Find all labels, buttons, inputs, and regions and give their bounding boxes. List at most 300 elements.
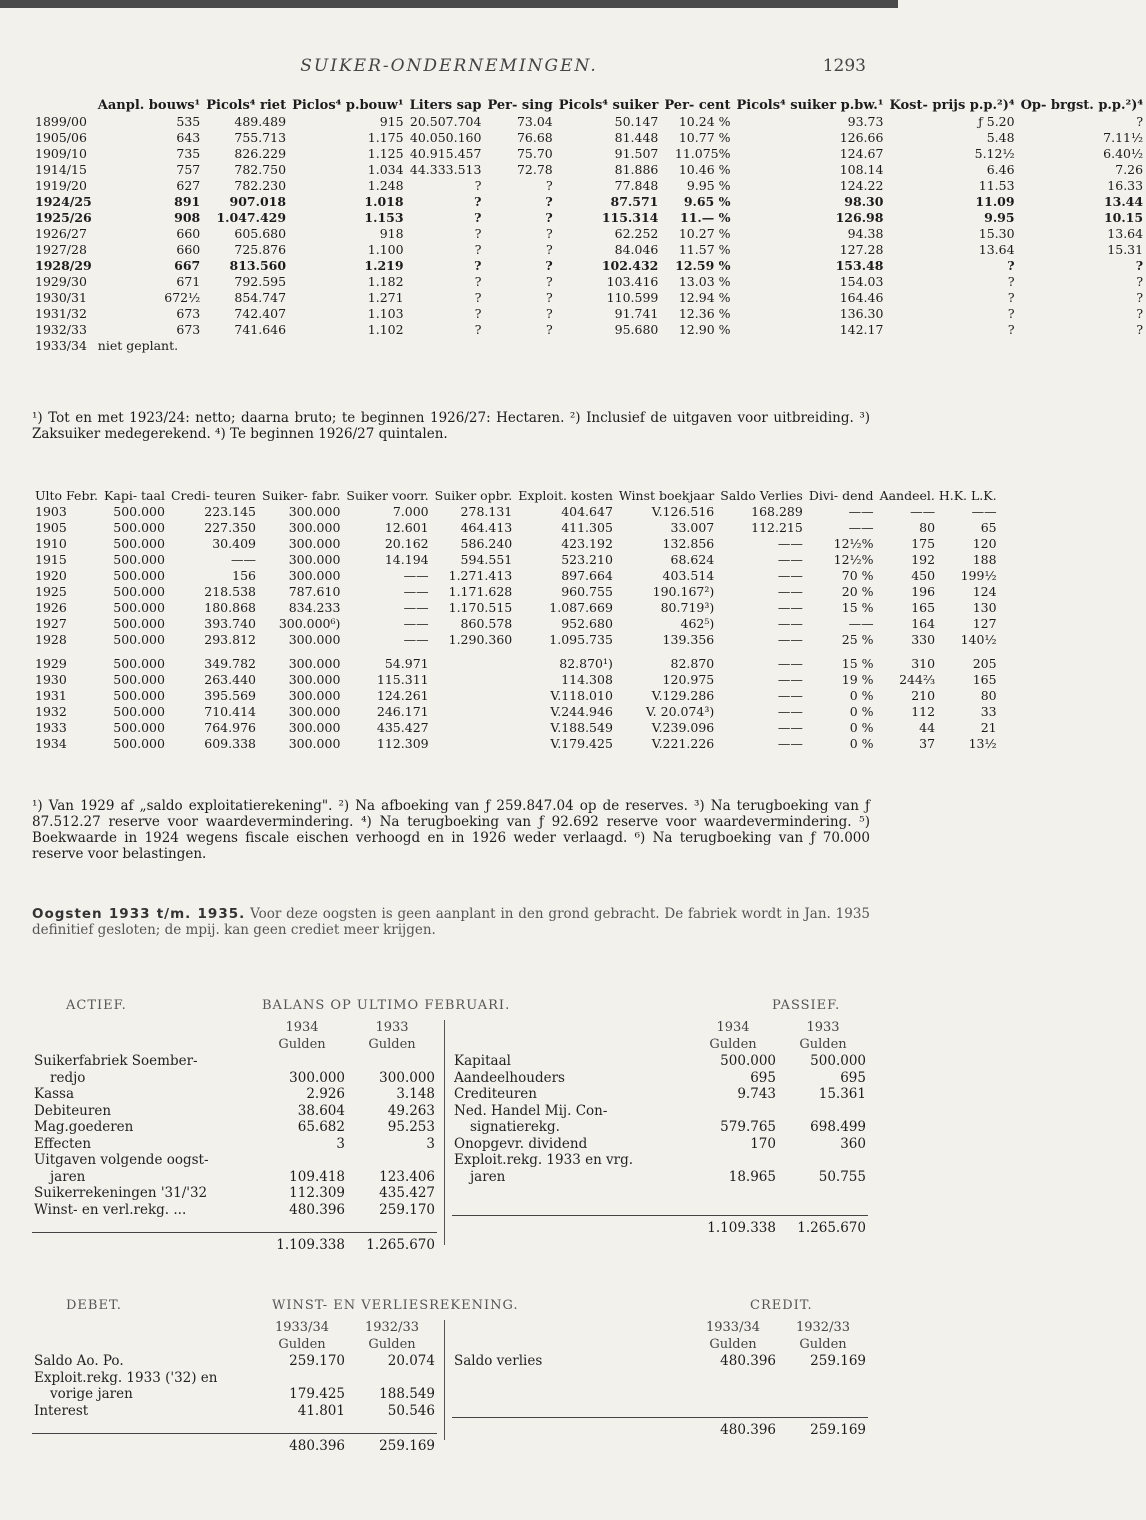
debet-label: Exploit.rekg. 1933 ('32) en (34, 1369, 218, 1386)
production-cell: ? (1136, 114, 1144, 129)
actief-label: Suikerrekeningen '31/'32 (34, 1185, 208, 1201)
passief-year-row (452, 1020, 868, 1037)
finance-cell: 300.000 (288, 704, 341, 719)
finance-cell: —— (777, 536, 803, 551)
actief-blank (257, 1152, 347, 1169)
finance-cell (432, 736, 516, 752)
production-cell: 12.59 % (675, 258, 731, 273)
actief-label: Suikerfabriek Soember- (34, 1053, 198, 1069)
passief-line (452, 1169, 868, 1186)
actief-value: 38.604 (297, 1102, 345, 1119)
finance-cell: —— (403, 584, 429, 599)
production-cell: 755.713 (234, 130, 287, 145)
finance-cell: 1930 (35, 672, 67, 687)
page-header (0, 56, 898, 80)
credit-unit: Gulden (709, 1336, 757, 1352)
production-cell: 1928/29 (35, 258, 92, 273)
debet-unit: Gulden (368, 1336, 416, 1352)
finance-cell: 30.409 (212, 536, 256, 551)
actief-value: 109.418 (289, 1168, 345, 1185)
finance-cell (432, 688, 516, 704)
wv-title: WINST- EN VERLIESREKENING. (272, 1298, 519, 1313)
finance-cell: —— (848, 616, 874, 631)
production-cell: 1930/31 (35, 290, 87, 305)
production-cell: 115.314 (601, 210, 659, 225)
production-cell: 1905/06 (35, 130, 87, 145)
debet-blank (32, 1337, 257, 1354)
finance-cell: 199½ (960, 568, 997, 583)
debet-line (32, 1370, 437, 1387)
debet-value: 41.801 (297, 1402, 345, 1419)
debet-value: 20.074 (387, 1353, 435, 1369)
finance-cell: 1920 (35, 568, 67, 583)
passief-spacer-row (452, 1185, 868, 1199)
finance-cell: 310 (911, 656, 936, 671)
production-row (32, 258, 1146, 274)
debet-label: vorige jaren (50, 1386, 133, 1402)
debet-year-row (32, 1320, 437, 1337)
finance-cell: 12½% (833, 552, 874, 567)
finance-cell: 300.000 (288, 552, 341, 567)
passief-label: Kapitaal (454, 1053, 511, 1069)
finance-cell: 82.870 (670, 656, 715, 671)
production-cell: 918 (379, 226, 404, 241)
balans-title: BALANS OP ULTIMO FEBRUARI. (262, 998, 511, 1013)
finance-footnote (32, 798, 870, 862)
debet-unit: Gulden (278, 1336, 326, 1352)
finance-cell: 500.000 (113, 520, 165, 535)
production-cell: 1899/00 (35, 114, 87, 129)
finance-cell (432, 704, 516, 720)
actief-value: 259.170 (379, 1201, 435, 1218)
finance-cell: 0 % (849, 736, 874, 751)
production-cell: ? (546, 178, 553, 193)
production-cell: 75.70 (516, 146, 553, 161)
finance-cell: 411.305 (561, 520, 613, 535)
passief-unit-row (452, 1037, 868, 1054)
production-cell: ? (1007, 258, 1015, 273)
production-cell: 12.90 % (678, 322, 731, 337)
finance-cell: 112 (911, 704, 936, 719)
finance-spacer (32, 648, 1000, 656)
finance-cell: 300.000 (288, 504, 341, 519)
production-cell: 108.14 (839, 162, 884, 177)
production-cell: 10.46 % (678, 162, 731, 177)
finance-spacer-row (32, 648, 1000, 656)
production-col-header: Per- cent (664, 98, 731, 113)
finance-cell: 33 (980, 704, 997, 719)
production-cell: 110.599 (606, 290, 659, 305)
actief-value: 3.148 (396, 1086, 435, 1102)
debet-line (32, 1353, 437, 1370)
debet-table (32, 1320, 437, 1455)
finance-cell: 500.000 (113, 552, 165, 567)
production-cell: 735 (176, 146, 201, 161)
passief-label: signatierekg. (470, 1119, 560, 1135)
finance-cell: 1932 (35, 704, 67, 719)
finance-cell: 960.755 (561, 584, 613, 599)
finance-cell: 423.192 (561, 536, 613, 551)
actief-value: 65.682 (297, 1119, 345, 1135)
finance-cell: 586.240 (460, 536, 513, 551)
production-cell: 535 (176, 114, 201, 129)
passief-value: 9.743 (737, 1086, 776, 1102)
finance-cell: 435.427 (376, 720, 429, 735)
production-cell: ? (474, 306, 482, 321)
production-row (32, 338, 1146, 354)
finance-cell: 1.171.628 (448, 584, 513, 599)
production-cell: ? (1135, 258, 1144, 273)
finance-cell: —— (848, 504, 874, 519)
passief-blank (778, 1103, 868, 1120)
production-cell: ? (1007, 290, 1015, 305)
actief-value: 95.253 (387, 1119, 435, 1135)
passief-filler (452, 1199, 868, 1216)
actief-value: 2.926 (306, 1086, 345, 1102)
finance-table (32, 488, 1000, 752)
finance-cell: 1910 (35, 536, 67, 551)
production-row (32, 114, 1146, 130)
production-cell: 792.595 (234, 274, 287, 289)
finance-cell: 218.538 (204, 584, 256, 599)
production-cell: 44.333.513 (409, 162, 482, 177)
production-cell: 1.271 (367, 290, 404, 305)
production-cell: 643 (176, 130, 201, 145)
actief-label: Effecten (34, 1135, 92, 1152)
finance-cell: 1915 (35, 552, 67, 567)
page-title: SUIKER-ONDERNEMINGEN. (300, 56, 598, 76)
finance-cell: 1929 (35, 656, 67, 671)
finance-cell: 205 (972, 656, 997, 671)
production-cell: 891 (174, 194, 201, 209)
production-cell: 15.30 (978, 226, 1015, 241)
finance-cell: 464.413 (460, 520, 513, 535)
production-cell: 9.95 % (686, 178, 731, 193)
finance-row (32, 536, 1000, 552)
production-cell: 62.252 (614, 226, 659, 241)
actief-year: 1933 (375, 1020, 409, 1035)
finance-cell: 500.000 (113, 584, 165, 599)
production-cell: ? (1136, 306, 1144, 321)
credit-year-row (452, 1320, 868, 1337)
passief-total: 1.109.338 (688, 1216, 778, 1237)
actief-blank (347, 1053, 437, 1070)
actief-value: 49.263 (387, 1102, 435, 1119)
finance-cell: 130 (972, 600, 997, 615)
production-cell: 782.230 (234, 178, 287, 193)
production-cell: ? (1136, 290, 1144, 305)
credit-total-row (452, 1417, 868, 1438)
finance-cell: 952.680 (561, 616, 613, 631)
credit-label: Saldo verlies (454, 1353, 543, 1369)
production-cell: ? (545, 194, 553, 209)
production-row (32, 194, 1146, 210)
finance-cell: —— (971, 504, 997, 519)
finance-cell: 787.610 (288, 584, 341, 599)
production-cell: 94.38 (847, 226, 884, 241)
finance-row (32, 504, 1000, 520)
finance-cell: 0 % (849, 688, 874, 703)
passief-line (452, 1053, 868, 1070)
finance-cell: 165 (911, 600, 936, 615)
debet-value: 50.546 (387, 1402, 435, 1419)
debet-value: 259.170 (289, 1353, 345, 1369)
finance-cell: 462⁵) (680, 616, 715, 631)
finance-cell: 278.131 (460, 504, 513, 519)
production-cell: 84.046 (614, 242, 659, 257)
finance-cell: V.244.946 (550, 704, 613, 719)
actief-line (32, 1152, 437, 1169)
credit-unit: Gulden (799, 1336, 847, 1352)
finance-cell: V.239.096 (651, 720, 715, 735)
production-cell: 1.047.429 (216, 210, 287, 225)
finance-cell: 44 (919, 720, 936, 735)
production-cell: ? (474, 178, 482, 193)
production-row (32, 306, 1146, 322)
finance-cell: 1926 (35, 600, 67, 615)
passief-blank (452, 1037, 688, 1054)
actief-spacer (32, 1218, 437, 1233)
finance-cell: 1928 (35, 632, 67, 647)
production-cell: 10.15 (1103, 210, 1144, 225)
passief-unit: Gulden (709, 1036, 757, 1052)
production-cell: 782.750 (234, 162, 287, 177)
production-cell: 95.680 (614, 322, 659, 337)
finance-cell: 594.551 (460, 552, 513, 567)
production-col-header: Op- brgst. p.p.²)⁴ (1020, 98, 1144, 113)
production-cell: 154.03 (839, 274, 884, 289)
credit-year: 1933/34 (705, 1320, 760, 1335)
production-row (32, 290, 1146, 306)
actief-title: ACTIEF. (66, 998, 127, 1013)
finance-cell: 1925 (35, 584, 67, 599)
passief-label: Aandeelhouders (454, 1069, 565, 1086)
production-cell: ? (546, 226, 553, 241)
production-cell: 813.560 (229, 258, 287, 273)
production-header-row (32, 98, 1146, 114)
production-cell: 1929/30 (35, 274, 87, 289)
finance-cell: 80 (980, 688, 997, 703)
finance-col-header: Suiker voorr. (346, 488, 429, 503)
finance-cell: —— (403, 632, 429, 647)
passief-label: Onopgevr. dividend (454, 1135, 588, 1152)
production-cell: 11.— % (680, 210, 731, 225)
production-cell: 91.507 (614, 146, 659, 161)
finance-cell: 156 (232, 568, 256, 583)
production-cell: 126.66 (839, 130, 884, 145)
finance-row (32, 672, 1000, 688)
production-cell: 15.31 (1107, 242, 1144, 257)
production-cell: 1.018 (364, 194, 404, 209)
production-col-header: Picols⁴ suiker (558, 98, 659, 113)
finance-cell: V.179.425 (550, 736, 613, 751)
passief-line (452, 1070, 868, 1087)
finance-cell: 15 % (841, 600, 874, 615)
production-cell: 50.147 (614, 114, 659, 129)
actief-label: Debiteuren (34, 1102, 112, 1119)
production-footnote (32, 410, 870, 442)
finance-cell: 20 % (841, 584, 874, 599)
passief-blank (688, 1152, 778, 1169)
finance-cell: 0 % (849, 704, 874, 719)
production-cell: ? (1136, 274, 1144, 289)
finance-cell: 132.856 (662, 536, 715, 551)
production-cell: ? (474, 258, 482, 273)
finance-col-header: Suiker- fabr. (261, 488, 341, 503)
finance-cell: 834.233 (288, 600, 341, 615)
finance-cell: —— (777, 568, 803, 583)
production-row (32, 146, 1146, 162)
production-cell: 77.848 (614, 178, 659, 193)
finance-cell: 139.356 (662, 632, 715, 647)
production-cell: ? (474, 274, 482, 289)
finance-cell: —— (403, 568, 429, 583)
credit-line (452, 1353, 868, 1370)
finance-cell: 395.569 (204, 688, 256, 703)
finance-cell: 227.350 (204, 520, 256, 535)
finance-cell: 300.000 (288, 536, 341, 551)
production-cell: ? (546, 242, 553, 257)
wv-divider (444, 1320, 445, 1440)
debet-label: Saldo Ao. Po. (34, 1353, 124, 1369)
production-cell: 10.27 % (678, 226, 731, 241)
finance-cell: 710.414 (204, 704, 256, 719)
debet-year: 1933/34 (274, 1320, 329, 1335)
finance-cell: V. 20.074³) (645, 704, 715, 719)
finance-cell: 80.719³) (660, 600, 715, 615)
production-col-header: Piclos⁴ p.bouw¹ (292, 98, 404, 113)
production-col-header: Kost- prijs p.p.²)⁴ (889, 98, 1015, 113)
finance-cell (432, 720, 516, 736)
finance-cell: 1.087.669 (549, 600, 613, 615)
finance-cell: 1.290.360 (448, 632, 513, 647)
credit-filler (452, 1384, 868, 1418)
production-cell: 9.95 (984, 210, 1015, 225)
production-cell: 124.22 (839, 178, 884, 193)
production-cell: ? (474, 322, 482, 337)
finance-row (32, 736, 1000, 752)
finance-cell: —— (777, 600, 803, 615)
finance-cell: 244⅔ (899, 672, 936, 687)
finance-cell: V.188.549 (550, 720, 613, 735)
production-cell: 1.248 (367, 178, 404, 193)
passief-year: 1933 (806, 1020, 840, 1035)
finance-cell: 19 % (841, 672, 874, 687)
actief-line (32, 1136, 437, 1153)
production-cell: 671 (176, 274, 201, 289)
production-cell: 1919/20 (35, 178, 87, 193)
production-cell: 142.17 (839, 322, 884, 337)
debet-year: 1932/33 (364, 1320, 419, 1335)
production-footnote-text: ¹) Tot en met 1923/24: netto; daarna bruto; te beginnen 1926/27: Hectaren. ²) Inclusief de uitgaven voor uitbreiding. ³) Zaksuiker medegerekend. ⁴) Te beginnen 1926/27 quintalen. (32, 410, 870, 442)
finance-cell: —— (777, 720, 803, 735)
finance-cell: 450 (911, 568, 936, 583)
production-cell: 1.175 (367, 130, 404, 145)
finance-cell: 115.311 (376, 672, 429, 687)
finance-cell: 403.514 (662, 568, 715, 583)
finance-cell: —— (848, 520, 874, 535)
finance-cell: 1927 (35, 616, 67, 631)
passief-line (452, 1086, 868, 1103)
credit-blank (452, 1337, 688, 1354)
production-cell: 126.98 (835, 210, 884, 225)
finance-col-header: Saldo Verlies (720, 488, 803, 503)
production-cell: 91.741 (614, 306, 659, 321)
production-cell: 725.876 (234, 242, 287, 257)
finance-cell: 500.000 (113, 704, 165, 719)
finance-cell: 180.868 (204, 600, 256, 615)
finance-cell: 112.215 (751, 520, 803, 535)
production-cell: 13.03 % (678, 274, 731, 289)
finance-cell: 13½ (968, 736, 997, 751)
finance-cell: 393.740 (204, 616, 256, 631)
finance-cell: 860.578 (460, 616, 513, 631)
credit-title: CREDIT. (750, 1298, 813, 1313)
finance-cell: 500.000 (113, 736, 165, 751)
actief-line (32, 1086, 437, 1103)
passief-label: Exploit.rekg. 1933 en vrg. (454, 1152, 634, 1168)
finance-cell: V.126.516 (651, 504, 715, 519)
production-cell: 1914/15 (35, 162, 87, 177)
balans-divider (444, 1020, 445, 1245)
production-cell: 10.24 % (678, 114, 731, 129)
finance-cell: 190.167²) (652, 584, 715, 599)
passief-title: PASSIEF. (772, 998, 841, 1013)
actief-unit-row (32, 1037, 437, 1054)
finance-cell: 404.647 (561, 504, 613, 519)
actief-total-row (32, 1233, 437, 1254)
production-cell: 81.886 (614, 162, 659, 177)
oogsten-lead: Oogsten 1933 t/m. 1935. (32, 906, 246, 922)
production-cell: ? (1007, 322, 1015, 337)
production-cell: 98.30 (844, 194, 884, 209)
finance-cell: 188 (972, 552, 997, 567)
passief-unit: Gulden (799, 1036, 847, 1052)
finance-cell: 112.309 (376, 736, 429, 751)
finance-cell: 300.000 (288, 632, 341, 647)
finance-cell: —— (403, 600, 429, 615)
finance-cell: 897.664 (561, 568, 613, 583)
actief-label: Kassa (34, 1086, 75, 1102)
finance-cell: 7.000 (392, 504, 429, 519)
debet-line (32, 1403, 437, 1420)
actief-year: 1934 (285, 1020, 319, 1035)
finance-cell: 54.971 (384, 656, 429, 671)
finance-cell: 165 (972, 672, 997, 687)
finance-cell: 1.170.515 (448, 600, 513, 615)
finance-cell: 37 (919, 736, 936, 751)
production-cell: 40.050.160 (409, 130, 482, 145)
production-cell: 915 (379, 114, 404, 129)
production-cell: 81.448 (614, 130, 659, 145)
actief-value: 112.309 (289, 1185, 345, 1201)
production-cell: 826.229 (234, 146, 287, 161)
finance-cell: 120 (972, 536, 997, 551)
actief-table (32, 1020, 437, 1254)
finance-cell: 1.271.413 (448, 568, 513, 583)
production-cell: 11.09 (975, 194, 1015, 209)
passief-filler-row (452, 1199, 868, 1216)
finance-cell: 1.095.735 (549, 632, 613, 647)
production-cell: 124.67 (839, 146, 884, 161)
actief-unit: Gulden (368, 1036, 416, 1052)
production-cell: 660 (176, 226, 201, 241)
production-cell: 5.48 (986, 130, 1015, 145)
finance-col-header: Divi- dend (808, 488, 874, 503)
production-cell: ? (1007, 274, 1015, 289)
finance-cell: 300.000⁶) (278, 616, 341, 631)
finance-cell: 523.210 (561, 552, 613, 567)
